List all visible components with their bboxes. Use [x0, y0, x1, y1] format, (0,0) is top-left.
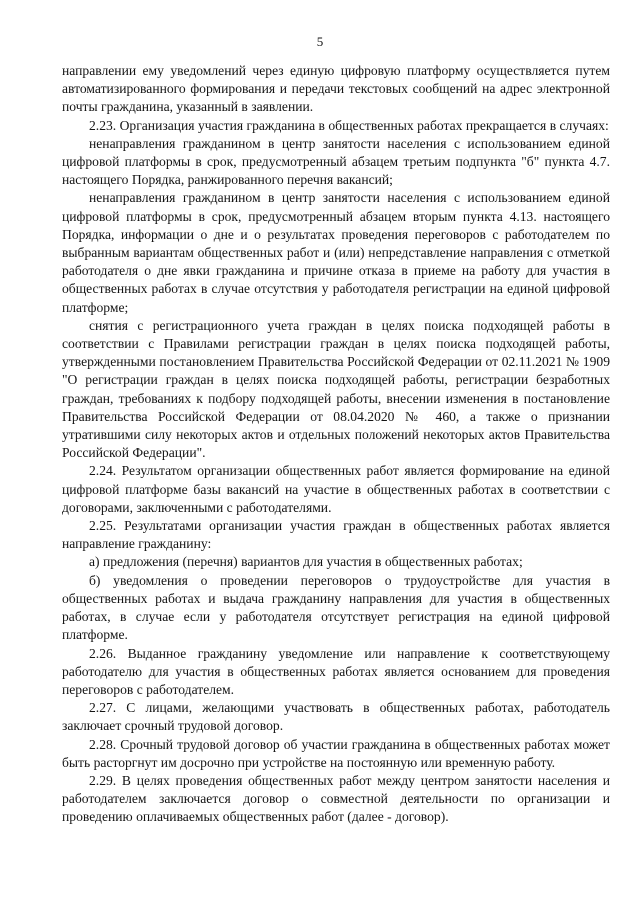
- page-number: 5: [316, 34, 324, 49]
- paragraph-2-26: 2.26. Выданное гражданину уведомление или направление к соответствующему работодателю для участия в общественных работах является основанием для проведения переговоров с работодателем.: [62, 645, 610, 697]
- paragraph-2-23-case-3: снятия с регистрационного учета граждан в целях поиска подходящей работы в соответствии с Правилами регистрации граждан в целях поиска подходящей работы, утвержденными постановлением Правительства Российской Федерации от 02.11.2021 № 1909 "О регистрации граждан в целях поиска подходящей работы, регистрации безработных граждан, требованиях к подбору подходящей работы, внесении изменения в постановление Правительства Российской Федерации от 08.04.2020 № 460, а также о признании утратившими силу некоторых актов и отдельных положений некоторых актов Правительства Российской Федерации".: [62, 317, 610, 461]
- document-body: [62, 62, 610, 827]
- paragraph-2-25-item-b: б) уведомления о проведении переговоров о трудоустройстве для участия в общественных работах и выдача гражданину направления для участия в общественных работах, в случае если у работодателя отсутствует регистрация на единой цифровой платформе.: [62, 572, 610, 643]
- paragraph-2-25-item-a: а) предложения (перечня) вариантов для участия в общественных работах;: [89, 554, 523, 570]
- paragraph-2-23-case-1: ненаправления гражданином в центр занятости населения с использованием единой цифровой платформы в срок, предусмотренный абзацем третьим подпункта "б" пункта 4.7. настоящего Порядка, ранжированного перечня вакансий;: [62, 135, 610, 188]
- paragraph-continuation: направлении ему уведомлений через единую цифровую платформу осуществляется путем автоматизированного формирования и передачи текстовых сообщений на адрес электронной почты гражданина, указанный в заявлении.: [62, 63, 610, 115]
- paragraph-2-27: 2.27. С лицами, желающими участвовать в общественных работах, работодатель заключает срочный трудовой договор.: [62, 700, 610, 734]
- paragraph-2-23: 2.23. Организация участия гражданина в общественных работах прекращается в случаях:: [89, 117, 609, 133]
- paragraph-2-28: 2.28. Срочный трудовой договор об участии гражданина в общественных работах может быть расторгнут им досрочно при устройстве на постоянную или временную работу.: [62, 736, 610, 770]
- paragraph-2-25: 2.25. Результатами организации участия граждан в общественных работах является направление гражданину:: [62, 518, 610, 552]
- paragraph-2-29: 2.29. В целях проведения общественных работ между центром занятости населения и работодателем заключается договор о совместной деятельности по организации и проведению оплачиваемых общественных работ (далее - договор).: [62, 772, 610, 825]
- paragraph-2-24: 2.24. Результатом организации общественных работ является формирование на единой цифровой платформе базы вакансий на участие в общественных работах в соответствии с договорами, заключенными с работодателями.: [62, 463, 610, 515]
- paragraph-2-23-case-2: ненаправления гражданином в центр занятости населения с использованием единой цифровой платформы в срок, предусмотренный абзацем вторым пункта 4.13. настоящего Порядка, информации о дне и о результатах проведения переговоров с работодателем по выбранным вариантам общественных работ и (или) непредставление направления с отметкой работодателя о дне явки гражданина и причине отказа в приеме на работу для участия в общественных работах в случае отсутствия у работодателя регистрации на единой цифровой платформе;: [62, 190, 610, 315]
